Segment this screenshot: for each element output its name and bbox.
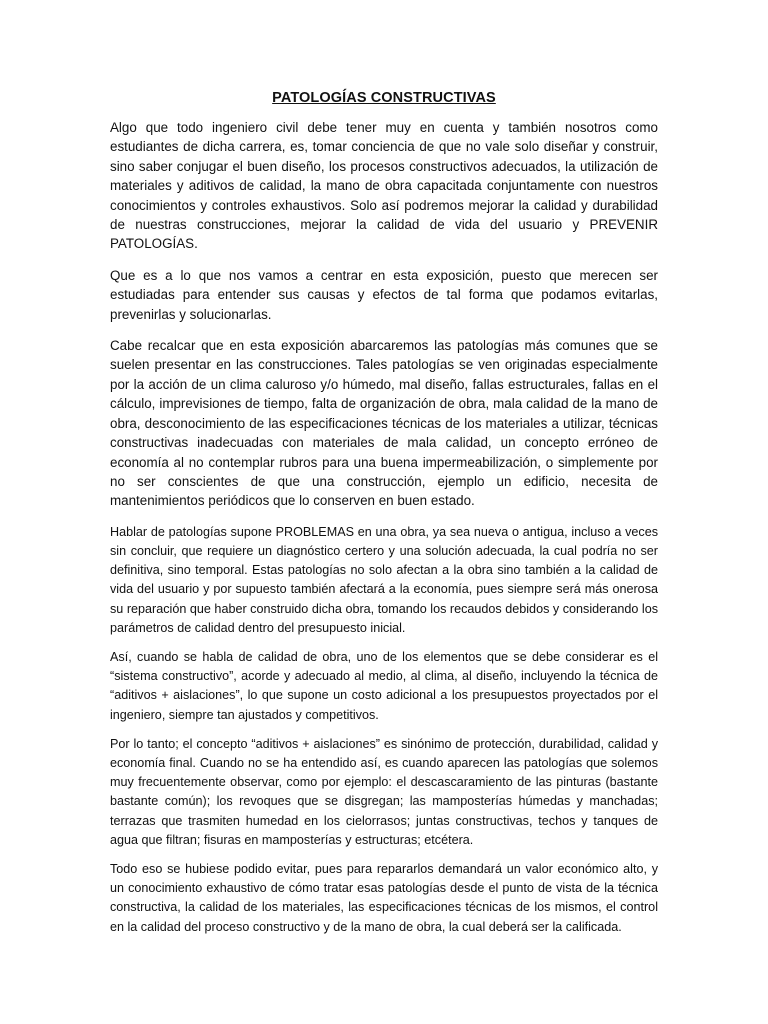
paragraph-conclusion: Todo eso se hubiese podido evitar, pues para repararlos demandará un valor económico alto, y un conocimiento exhaustivo de cómo tratar esas patologías desde el punto de vista de la técnica constructiva, la calidad de los materiales, las especificaciones técnicas de los mismos, el control en la calidad del proceso constructivo y de la mano de obra, la cual deberá ser la calificada. [110, 861, 658, 934]
paragraph-quality: Así, cuando se habla de calidad de obra, uno de los elementos que se debe considerar es el “sistema constructivo”, acorde y adecuado al medio, al clima, al diseño, incluyendo la técnica de “aditivos + aislaciones”, lo que supone un costo adicional a los presupuestos proyectados por el ingeniero, siempre tan ajustados y competitivos. [110, 649, 658, 722]
paragraph-focus: Que es a lo que nos vamos a centrar en esta exposición, puesto que merecen ser estudiadas para entender sus causas y efectos de tal forma que podamos evitarlas, prevenirlas y solucionarlas. [110, 267, 658, 322]
paragraph-causes: Cabe recalcar que en esta exposición abarcaremos las patologías más comunes que se suelen presentar en las construcciones. Tales patologías se ven originadas especialmente por la acción de un clima caluroso y/o húmedo, mal diseño, fallas estructurales, fallas en el cálculo, imprevisiones de tiempo, falta de organización de obra, mala calidad de la mano de obra, desconocimiento de las especificaciones técnicas de los materiales a utilizar, técnicas constructivas inadecuadas con materiales de mala calidad, un concepto erróneo de economía al no contemplar rubros para una buena impermeabilización, o simplemente por no ser conscientes de que una construcción, ejemplo un edificio, necesita de mantenimientos periódicos que lo conserven en buen estado. [110, 338, 658, 509]
paragraph-problems: Hablar de patologías supone PROBLEMAS en una obra, ya sea nueva o antigua, incluso a veces sin concluir, que requiere un diagnóstico certero y una solución adecuada, la cual podría no ser definitiva, sino temporal. Estas patologías no solo afectan a la obra sino también a la calidad de vida del usuario y por supuesto también afectará a la economía, pues siempre será más onerosa su reparación que haber construido dicha obra, tomando los recaudos debidos y considerando los parámetros de calidad dentro del presupuesto inicial. [110, 524, 658, 635]
document-page [110, 88, 658, 947]
document-title: PATOLOGÍAS CONSTRUCTIVAS [272, 90, 496, 106]
paragraph-concept: Por lo tanto; el concepto “aditivos + aislaciones” es sinónimo de protección, durabilidad, calidad y economía final. Cuando no se ha entendido así, es cuando aparecen las patologías que solemos muy frecuentemente observar, como por ejemplo: el descascaramiento de las pinturas (bastante bastante común); los revoques que se disgregan; las mamposterías húmedas y manchadas; terrazas que trasmiten humedad en los cielorrasos; juntas constructivas, techos y tanques de agua que filtran; fisuras en mamposterías y estructuras; etcétera. [110, 736, 658, 847]
paragraph-intro: Algo que todo ingeniero civil debe tener muy en cuenta y también nosotros como estudiantes de dicha carrera, es, tomar conciencia de que no vale solo diseñar y construir, sino saber conjugar el buen diseño, los procesos constructivos adecuados, la utilización de materiales y aditivos de calidad, la mano de obra capacitada conjuntamente con nuestros conocimientos y controles exhaustivos. Solo así podremos mejorar la calidad y durabilidad de nuestras construcciones, mejorar la calidad de vida del usuario y PREVENIR PATOLOGÍAS. [110, 120, 658, 252]
